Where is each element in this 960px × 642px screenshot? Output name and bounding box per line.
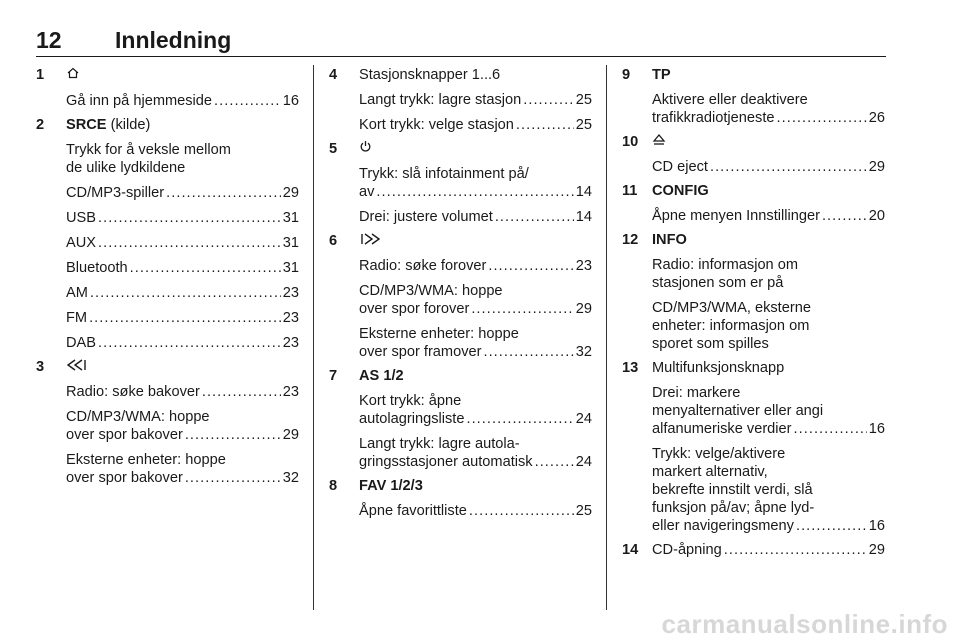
description-line: Eksterne enheter: hoppe <box>359 326 519 343</box>
entry-text: Gå inn på hjemmeside <box>66 93 213 109</box>
page-ref: 32 <box>575 344 592 361</box>
item-number: 5 <box>329 141 338 157</box>
dot-leader <box>185 426 281 444</box>
page-ref: 23 <box>282 384 299 401</box>
item-description <box>359 165 592 201</box>
control-item <box>622 231 885 353</box>
item-heading <box>66 116 299 134</box>
eject-icon <box>652 133 666 151</box>
item-label: INFO <box>652 232 687 249</box>
item-heading <box>359 66 592 84</box>
item-description <box>66 408 299 444</box>
description-line: sporet som spilles <box>652 336 769 353</box>
page-ref: 14 <box>575 184 592 201</box>
page-ref: 24 <box>575 411 592 428</box>
dot-leader <box>98 209 281 227</box>
header-rule <box>36 56 886 57</box>
index-entry <box>652 158 885 176</box>
page-ref: 25 <box>575 503 592 520</box>
description-line: CD/MP3/WMA, eksterne <box>652 300 811 317</box>
item-description <box>652 91 885 127</box>
entry-text: over spor bakover <box>66 427 183 444</box>
item-description <box>66 334 299 352</box>
page-ref: 25 <box>575 92 592 108</box>
item-label: AS 1/2 <box>359 368 404 385</box>
control-item <box>36 66 299 110</box>
entry-text: Kort trykk: velge stasjon <box>359 117 514 133</box>
control-item <box>622 359 885 535</box>
item-heading <box>652 133 885 151</box>
index-entry <box>359 116 592 134</box>
description-line: stasjonen som er på <box>652 275 784 292</box>
column-3 <box>622 66 885 565</box>
item-label: Multifunksjonsknapp <box>652 360 785 377</box>
page-ref: 25 <box>575 117 592 133</box>
dot-leader <box>796 517 867 535</box>
index-entry <box>652 207 885 225</box>
column-1 <box>36 66 299 493</box>
dot-leader <box>185 469 281 487</box>
page-ref: 16 <box>282 93 299 109</box>
page-header <box>36 27 886 57</box>
seek-forward-icon <box>359 232 381 250</box>
index-entry <box>359 257 592 275</box>
entry-text: eller navigeringsmeny <box>652 518 794 535</box>
item-description <box>359 208 592 226</box>
control-item <box>329 140 592 226</box>
item-number: 3 <box>36 359 45 375</box>
dot-leader <box>98 234 281 252</box>
index-entry <box>66 426 299 444</box>
item-label: TP <box>652 67 671 83</box>
item-description <box>359 435 592 471</box>
item-number: 10 <box>622 134 639 150</box>
item-description <box>652 299 885 353</box>
description-line: Drei: markere <box>652 385 741 402</box>
item-heading <box>359 367 592 385</box>
description-line: bekrefte innstilt verdi, slå <box>652 482 813 499</box>
dot-leader <box>777 109 867 127</box>
page-ref: 29 <box>282 185 299 201</box>
item-description <box>66 309 299 327</box>
index-entry <box>66 259 299 277</box>
description-line: de ulike lydkildene <box>66 160 186 176</box>
description-line: Kort trykk: åpne <box>359 393 462 410</box>
item-heading <box>66 358 299 376</box>
description-line: Langt trykk: lagre autola- <box>359 436 520 453</box>
control-item <box>329 367 592 471</box>
entry-text: AUX <box>66 235 97 251</box>
item-description <box>66 451 299 487</box>
dot-leader <box>166 184 281 202</box>
dot-leader <box>822 207 867 225</box>
page-ref: 14 <box>575 209 592 226</box>
entry-text: over spor forover <box>359 301 470 318</box>
index-entry <box>359 183 592 201</box>
item-description <box>66 209 299 227</box>
description-line: funksjon på/av; åpne lyd- <box>652 500 815 517</box>
description-line: menyalternativer eller angi <box>652 403 824 420</box>
page-ref: 23 <box>575 258 592 275</box>
item-number: 1 <box>36 67 45 83</box>
control-item <box>329 66 592 134</box>
item-description <box>359 116 592 134</box>
index-entry <box>66 309 299 327</box>
index-entry <box>66 92 299 110</box>
page-ref: 24 <box>575 454 592 471</box>
entry-text: FM <box>66 310 88 326</box>
entry-text: CD/MP3-spiller <box>66 185 165 201</box>
item-number: 9 <box>622 67 631 83</box>
description-line: Aktivere eller deaktivere <box>652 92 808 108</box>
entry-text: Bluetooth <box>66 260 128 276</box>
item-description <box>359 282 592 318</box>
description-line: Radio: informasjon om <box>652 257 799 274</box>
page-ref: 23 <box>282 285 299 301</box>
entry-text: Åpne menyen Innstillinger <box>652 208 820 225</box>
power-icon <box>359 140 372 158</box>
item-heading <box>359 140 592 158</box>
index-entry <box>652 517 885 535</box>
dot-leader <box>488 257 573 275</box>
item-number: 2 <box>36 117 45 133</box>
control-item <box>622 182 885 225</box>
item-heading <box>652 66 885 84</box>
page-ref: 23 <box>282 335 299 351</box>
description-line: CD/MP3/WMA: hoppe <box>66 409 210 426</box>
seek-back-icon <box>66 358 88 376</box>
entry-text: autolagringsliste <box>359 411 465 428</box>
page-ref: 29 <box>868 542 885 559</box>
column-divider <box>313 65 314 610</box>
chapter-title: Innledning <box>115 27 232 53</box>
item-description <box>359 257 592 275</box>
page-ref: 31 <box>282 235 299 251</box>
description-line: enheter: informasjon om <box>652 318 810 335</box>
index-entry <box>359 502 592 520</box>
item-description <box>359 91 592 109</box>
item-heading <box>359 477 592 495</box>
entry-text: Langt trykk: lagre stasjon <box>359 92 522 108</box>
description-line: Trykk: slå infotainment på/ <box>359 166 529 183</box>
entry-text: alfanumeriske verdier <box>652 421 792 438</box>
item-description <box>66 92 299 110</box>
item-number: 12 <box>622 232 639 249</box>
description-line: Trykk for å veksle mellom <box>66 142 231 158</box>
index-entry <box>66 383 299 401</box>
index-entry <box>359 410 592 428</box>
item-heading <box>652 182 885 200</box>
page-ref: 32 <box>282 470 299 487</box>
control-item <box>329 232 592 361</box>
index-entry <box>359 208 592 226</box>
index-entry <box>652 420 885 438</box>
dot-leader <box>710 158 867 176</box>
page-ref: 31 <box>282 260 299 276</box>
item-number: 14 <box>622 542 639 559</box>
item-description <box>359 325 592 361</box>
description-line: CD/MP3/WMA: hoppe <box>359 283 503 300</box>
dot-leader <box>483 343 573 361</box>
entry-text: Radio: søke bakover <box>66 384 200 401</box>
entry-text: over spor framover <box>359 344 482 361</box>
dot-leader <box>90 284 281 302</box>
item-description <box>66 141 299 177</box>
index-entry <box>359 300 592 318</box>
item-description <box>359 502 592 520</box>
dot-leader <box>202 383 281 401</box>
item-heading <box>652 231 885 249</box>
entry-text: CD eject <box>652 159 708 176</box>
dot-leader <box>469 502 574 520</box>
dot-leader <box>130 259 281 277</box>
page-number: 12 <box>36 27 62 53</box>
entry-text: Åpne favorittliste <box>359 503 467 520</box>
description-line: Eksterne enheter: hoppe <box>66 452 226 469</box>
entry-text: trafikkradiotjeneste <box>652 110 775 126</box>
dot-leader <box>376 183 573 201</box>
entry-text: CD-åpning <box>652 542 722 559</box>
page-ref: 20 <box>868 208 885 225</box>
control-item <box>36 358 299 487</box>
control-item <box>622 133 885 176</box>
entry-text: gringsstasjoner automatisk <box>359 454 533 471</box>
home-icon <box>66 66 80 85</box>
item-label: CONFIG <box>652 183 709 200</box>
item-description <box>652 158 885 176</box>
item-description <box>652 445 885 535</box>
index-entry <box>66 234 299 252</box>
item-number: 11 <box>622 183 638 200</box>
entry-text: Drei: justere volumet <box>359 209 493 226</box>
index-entry <box>66 469 299 487</box>
index-entry <box>66 209 299 227</box>
item-description <box>66 284 299 302</box>
page-ref: 16 <box>868 421 885 438</box>
dot-leader <box>495 208 574 226</box>
item-description <box>66 234 299 252</box>
page-ref: 29 <box>575 301 592 318</box>
control-item <box>622 541 885 559</box>
dot-leader <box>794 420 867 438</box>
index-entry <box>652 109 885 127</box>
entry-text: DAB <box>66 335 97 351</box>
control-item <box>622 66 885 127</box>
dot-leader <box>89 309 281 327</box>
entry-text: over spor bakover <box>66 470 183 487</box>
item-number: 4 <box>329 67 338 83</box>
item-label: FAV 1/2/3 <box>359 478 423 495</box>
column-divider <box>606 65 607 610</box>
dot-leader <box>471 300 573 318</box>
page-ref: 16 <box>868 518 885 535</box>
item-description <box>66 383 299 401</box>
page-ref: 31 <box>282 210 299 226</box>
dot-leader <box>523 91 574 109</box>
watermark: carmanualsonline.info <box>661 609 948 639</box>
item-description <box>652 384 885 438</box>
entry-text: Radio: søke forover <box>359 258 487 275</box>
dot-leader <box>724 541 867 559</box>
item-description <box>66 184 299 202</box>
item-label: Stasjonsknapper 1...6 <box>359 67 501 83</box>
item-heading <box>66 66 299 85</box>
entry-text: av <box>359 184 375 201</box>
index-entry <box>359 453 592 471</box>
item-heading <box>359 232 592 250</box>
item-number: 13 <box>622 360 639 377</box>
index-entry <box>66 184 299 202</box>
page-ref: 29 <box>868 159 885 176</box>
index-entry <box>359 91 592 109</box>
item-number: 7 <box>329 368 338 385</box>
page-ref: 23 <box>282 310 299 326</box>
index-entry <box>652 541 885 559</box>
item-number: 6 <box>329 233 338 250</box>
item-description <box>652 207 885 225</box>
item-description <box>652 256 885 292</box>
page-ref: 29 <box>282 427 299 444</box>
column-2 <box>329 66 592 526</box>
item-description <box>359 392 592 428</box>
dot-leader <box>214 92 281 110</box>
page-ref: 26 <box>868 110 885 126</box>
index-entry <box>66 284 299 302</box>
item-label: SRCE <box>66 117 107 133</box>
description-line: Trykk: velge/aktivere <box>652 446 786 463</box>
index-entry <box>66 334 299 352</box>
entry-text: USB <box>66 210 97 226</box>
control-item <box>329 477 592 520</box>
dot-leader <box>535 453 574 471</box>
dot-leader <box>98 334 281 352</box>
item-number: 8 <box>329 478 338 495</box>
item-description <box>66 259 299 277</box>
entry-text: AM <box>66 285 88 301</box>
control-item <box>36 116 299 352</box>
dot-leader <box>466 410 573 428</box>
description-line: markert alternativ, <box>652 464 768 481</box>
dot-leader <box>516 116 574 134</box>
item-heading <box>652 359 885 377</box>
item-label-suffix: (kilde) <box>106 117 151 133</box>
index-entry <box>359 343 592 361</box>
